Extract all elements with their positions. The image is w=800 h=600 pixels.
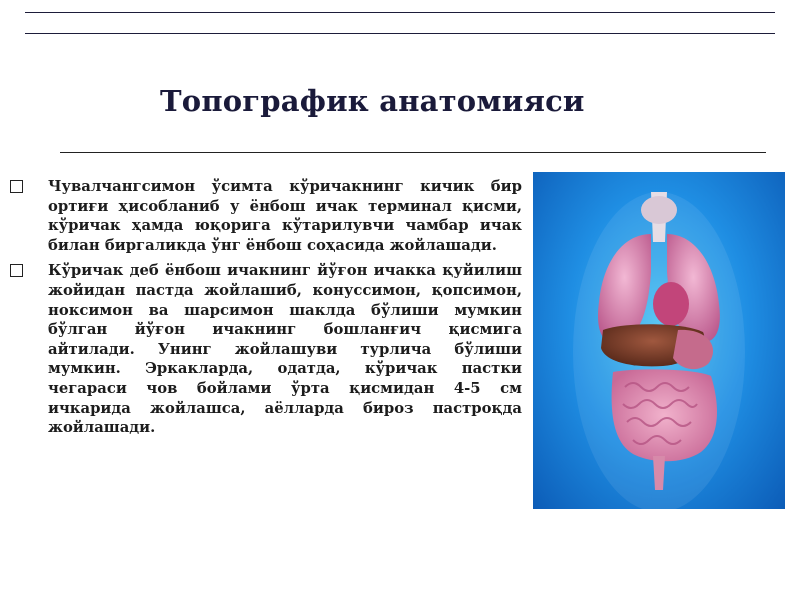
heart [653,282,689,326]
bullet-list [10,177,522,444]
rectum [653,456,665,490]
thyroid [641,196,677,224]
square-bullet-icon [10,180,23,193]
bullet-item [10,177,522,255]
slide-title: Топографик анатомияси [160,84,585,118]
title-underline [60,152,766,153]
bullet-item [10,261,522,437]
organs-drawing [533,172,785,509]
second-rule [25,33,775,34]
square-bullet-icon [10,264,23,277]
top-rule [25,12,775,13]
anatomy-illustration [533,172,785,509]
bullet-text: Чувалчангсимон ўсимта кўричакнинг кичик бир ортиғи ҳисобланиб у ёнбош ичак терминал қисми, кўричак ҳамда юқорига кўтарилувчи чамбар ичак билан биргаликда ўнг ёнбош соҳасида жойлашади. [48,178,522,254]
bullet-text: Кўричак деб ёнбош ичакнинг йўғон ичакка қуйилиш жойидан пастда жойлашиб, конуссимон, қопсимон, ноксимон ва шарсимон шаклда бўлиши мумкин бўлган йўғон ичакнинг бошланғич қисмига айтилади. Унинг жойлашуви турлича бўлиши мумкин. Эркакларда, одатда, кўричак пастки чегараси чов бойлами ўрта қисмидан 4-5 см ичкарида жойлашса, аёлларда бироз пастроқда жойлашади. [48,262,522,437]
